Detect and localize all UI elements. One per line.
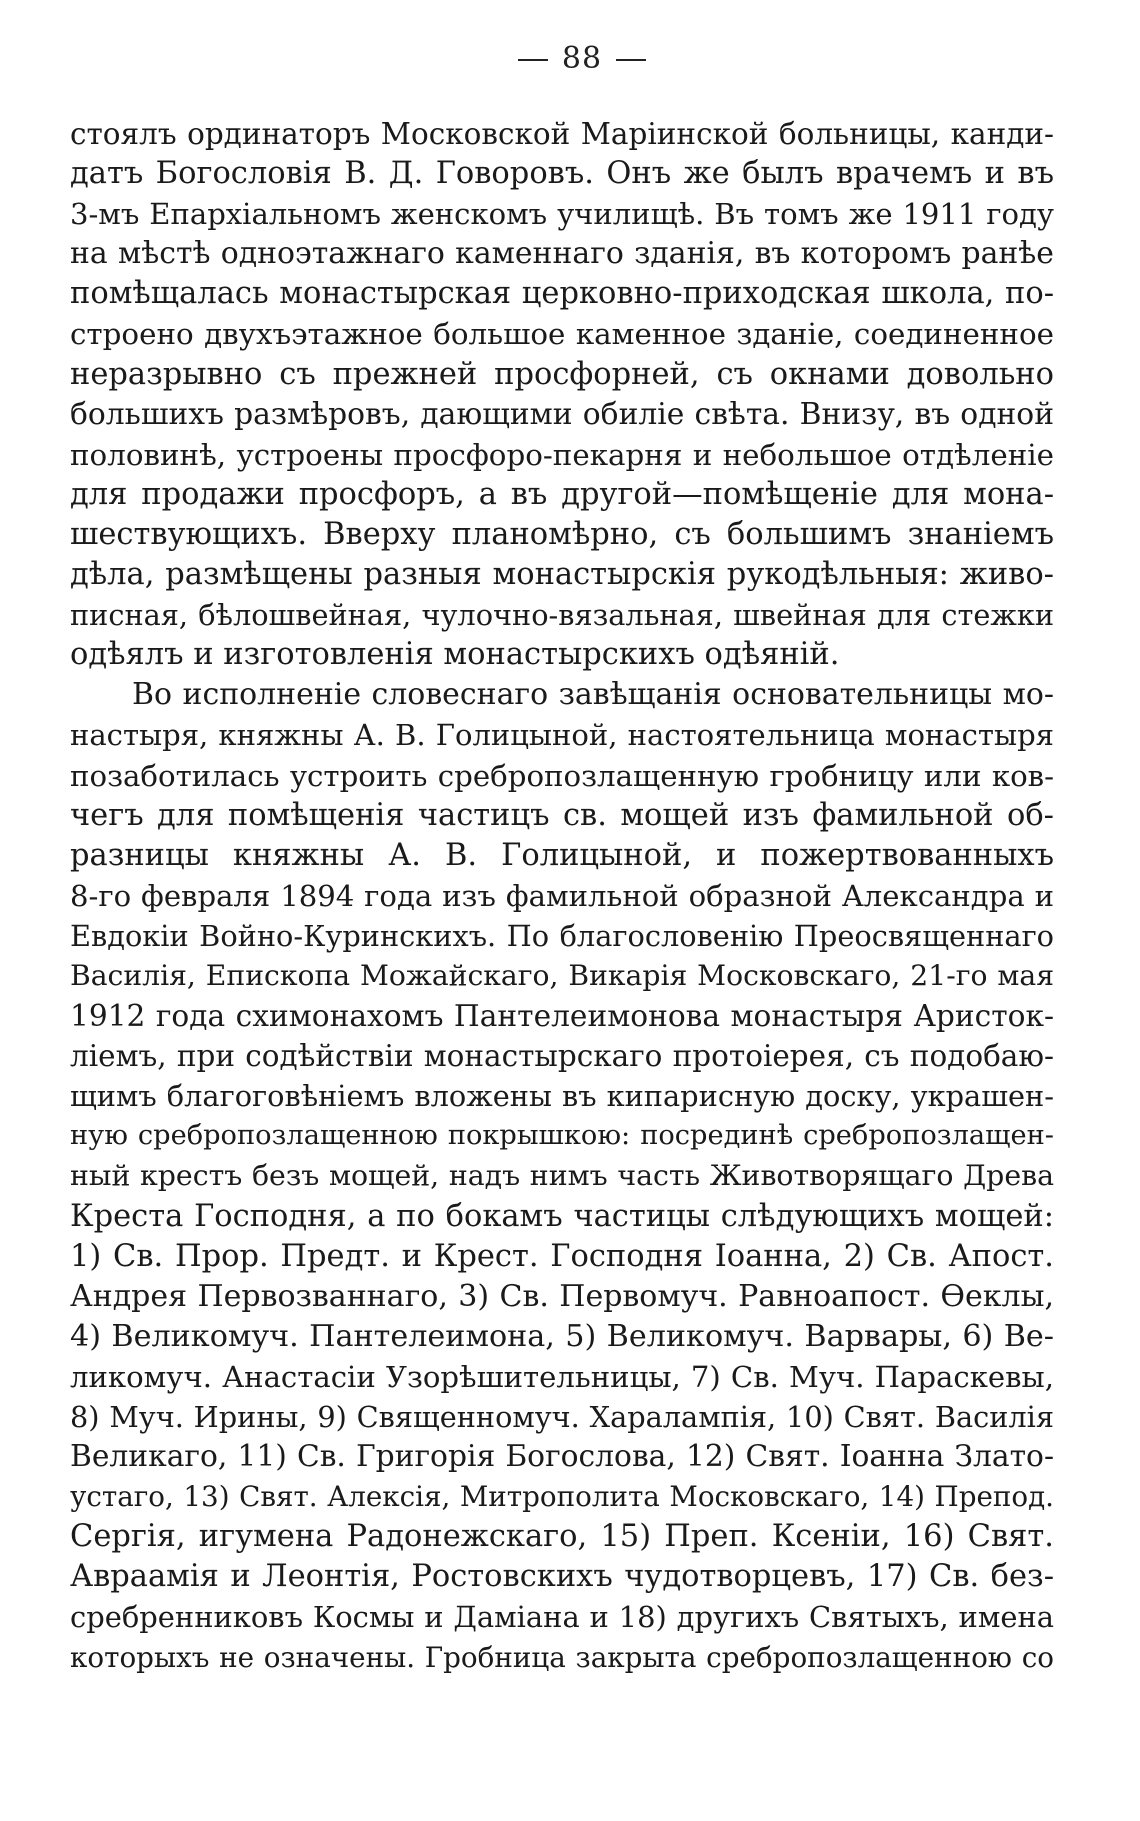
- text-line: разницы княжны А. В. Голицыной, и пожертвованныхъ: [70, 837, 1054, 873]
- text-line: писная, бѣлошвейная, чулочно-вязальная, швейная для стежки: [70, 598, 1054, 633]
- text-line: щимъ благоговѣніемъ вложены въ кипарисную доску, украшен-: [70, 1079, 1054, 1114]
- document-page: [70, 40, 1054, 1678]
- right-dash: [616, 59, 646, 61]
- text-line: Во исполненіе словеснаго завѣщанія основательницы мо-: [132, 677, 1054, 713]
- text-line: Андрея Первозваннаго, 3) Св. Первомуч. Равноапост. Ѳеклы,: [70, 1278, 1054, 1314]
- text-line: чегъ для помѣщенія частицъ св. мощей изъ фамильной об-: [70, 797, 1054, 833]
- text-line: датъ Богословія В. Д. Говоровъ. Онъ же былъ врачемъ и въ: [70, 156, 1054, 192]
- page-number-header: [110, 40, 1054, 78]
- text-line: Сергія, игумена Радонежскаго, 15) Преп. Ксеніи, 16) Свят.: [70, 1519, 1054, 1555]
- text-line: 4) Великомуч. Пантелеимона, 5) Великомуч. Варвары, 6) Ве-: [70, 1318, 1054, 1354]
- text-line: ный крестъ безъ мощей, надъ нимъ часть Животворящаго Древа: [70, 1159, 1054, 1193]
- text-line: Креста Господня, а по бокамъ частицы слѣдующихъ мощей:: [70, 1198, 1054, 1234]
- left-dash: [518, 59, 548, 61]
- text-line: 8-го февраля 1894 года изъ фамильной образной Александра и: [70, 878, 1054, 913]
- text-line: 3-мъ Епархіальномъ женскомъ училищѣ. Въ томъ же 1911 году: [70, 197, 1054, 232]
- page-number: 88: [561, 41, 603, 76]
- text-line: которыхъ не означены. Гробница закрыта сребропозлащенною со: [70, 1640, 1054, 1674]
- text-line: Евдокіи Войно-Куринскихъ. По благословенію Преосвященнаго: [70, 918, 1054, 953]
- text-line: настыря, княжны А. В. Голицыной, настоятельница монастыря: [70, 718, 1054, 753]
- paragraph-2: [70, 675, 1054, 1677]
- text-line: сребренниковъ Космы и Даміана и 18) другихъ Святыхъ, имена: [70, 1600, 1054, 1635]
- text-line: половинѣ, устроены просфоро-пекарня и небольшое отдѣленіе: [70, 437, 1054, 472]
- text-line: Авраамія и Леонтія, Ростовскихъ чудотворцевъ, 17) Св. без-: [70, 1559, 1054, 1595]
- paragraph-1: [70, 114, 1054, 675]
- body-text: [70, 114, 1054, 1678]
- text-line: 8) Муч. Ирины, 9) Священномуч. Харалампія, 10) Свят. Василія: [70, 1400, 1054, 1434]
- text-line: позаботилась устроить сребропозлащенную гробницу или ков-: [70, 758, 1054, 793]
- text-line: 1) Св. Прор. Предт. и Крест. Господня Іоанна, 2) Св. Апост.: [70, 1238, 1054, 1274]
- text-line: ную сребропозлащенною покрышкою: посрединѣ сребропозлащен-: [70, 1120, 1054, 1152]
- text-line: одѣялъ и изготовленія монастырскихъ одѣяній.: [70, 637, 840, 673]
- text-line: ликомуч. Анастасіи Узорѣшительницы, 7) Св. Муч. Параскевы,: [70, 1359, 1054, 1394]
- text-line: помѣщалась монастырская церковно-приходская школа, по-: [70, 276, 1054, 312]
- text-line: шествующихъ. Вверху планомѣрно, съ большимъ знаніемъ: [70, 516, 1054, 552]
- text-line: устаго, 13) Свят. Алексія, Митрополита Московскаго, 14) Препод.: [70, 1480, 1054, 1514]
- text-line: дѣла, размѣщены разныя монастырскія рукодѣльныя: живо-: [70, 557, 1054, 593]
- text-line: Великаго, 11) Св. Григорія Богослова, 12) Свят. Іоанна Злато-: [70, 1439, 1054, 1475]
- text-line: стоялъ ординаторъ Московской Маріинской больницы, канди-: [70, 117, 1054, 151]
- text-line: большихъ размѣровъ, дающими обиліе свѣта. Внизу, въ одной: [70, 396, 1054, 432]
- text-line: для продажи просфоръ, а въ другой—помѣщеніе для мона-: [70, 476, 1054, 512]
- text-line: 1912 года схимонахомъ Пантелеимонова монастыря Аристок-: [70, 998, 1054, 1034]
- text-line: неразрывно съ прежней просфорней, съ окнами довольно: [70, 356, 1054, 392]
- text-line: на мѣстѣ одноэтажнаго каменнаго зданія, въ которомъ ранѣе: [70, 236, 1054, 272]
- text-line: Василія, Епископа Можайскаго, Викарія Московскаго, 21-го мая: [70, 958, 1054, 992]
- text-line: ліемъ, при содѣйствіи монастырскаго протоіерея, съ подобаю-: [70, 1039, 1054, 1074]
- text-line: строено двухъэтажное большое каменное зданіе, соединенное: [70, 317, 1054, 352]
